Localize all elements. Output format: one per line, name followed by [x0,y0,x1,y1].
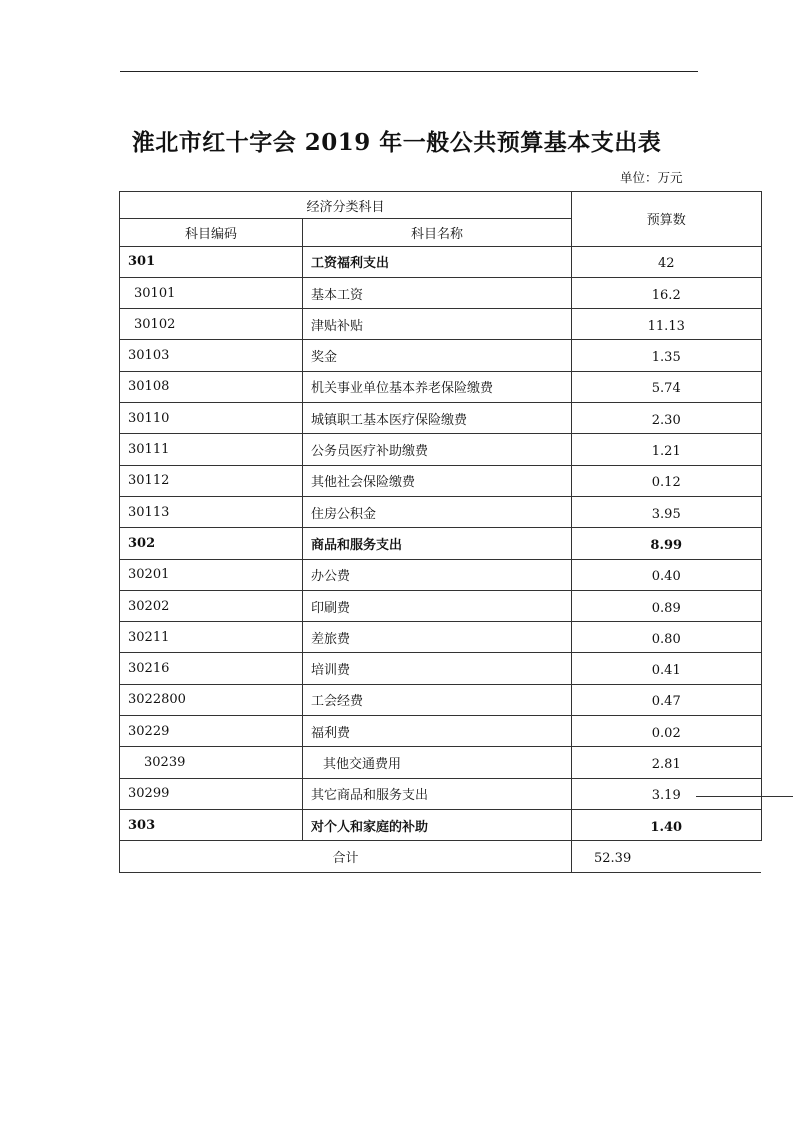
table-row [120,778,762,809]
row-name: 机关事业单位基本养老保险缴费 [303,371,572,402]
header-row [120,192,762,219]
table-row [120,653,762,684]
page-title: 淮北市红十字会 2019 年一般公共预算基本支出表 [131,129,662,156]
table-row [120,496,762,527]
row-code: 30102 [120,309,303,340]
row-amount: 42 [572,246,762,277]
row-name: 其他社会保险缴费 [303,465,572,496]
row-amount: 1.35 [572,340,762,371]
row-name: 其它商品和服务支出 [303,778,572,809]
table-row [120,747,762,778]
row-amount: 0.40 [572,559,762,590]
row-name: 基本工资 [303,277,572,308]
table-row [120,528,762,559]
table-row [120,340,762,371]
category-header: 经济分类科目 [120,192,572,219]
row-name: 其他交通费用 [303,747,572,778]
code-header: 科目编码 [120,219,303,246]
row-code: 30201 [120,559,303,590]
row-name: 奖金 [303,340,572,371]
row-code: 3022800 [120,684,303,715]
table-row [120,809,762,840]
total-label: 合计 [120,841,572,872]
row-name: 城镇职工基本医疗保险缴费 [303,403,572,434]
table-row [120,684,762,715]
row-amount: 2.30 [572,403,762,434]
table-row [120,277,762,308]
row-amount: 3.95 [572,496,762,527]
row-code: 30239 [120,747,303,778]
name-header: 科目名称 [303,219,572,246]
row-code: 30112 [120,465,303,496]
row-amount: 11.13 [572,309,762,340]
row-amount: 0.89 [572,590,762,621]
table-row [120,590,762,621]
row-name: 津贴补贴 [303,309,572,340]
row-amount: 5.74 [572,371,762,402]
table-row [120,434,762,465]
row-name: 印刷费 [303,590,572,621]
table-row [120,403,762,434]
row-amount: 0.02 [572,716,762,747]
row-amount: 2.81 [572,747,762,778]
table-row [120,559,762,590]
table-row [120,246,762,277]
row-name: 对个人和家庭的补助 [303,809,572,840]
row-amount: 3.19 [572,778,762,809]
row-amount: 1.40 [572,809,762,840]
row-amount: 0.12 [572,465,762,496]
row-code: 30202 [120,590,303,621]
unit-label: 单位：万元 [620,170,683,185]
row-amount: 8.99 [572,528,762,559]
row-name: 商品和服务支出 [303,528,572,559]
row-code: 30216 [120,653,303,684]
row-amount: 0.47 [572,684,762,715]
row-amount: 0.41 [572,653,762,684]
row-code: 30111 [120,434,303,465]
row-code: 301 [120,246,303,277]
total-row [120,841,762,872]
row-code: 30229 [120,716,303,747]
row-amount: 0.80 [572,622,762,653]
row-name: 公务员医疗补助缴费 [303,434,572,465]
row-code: 303 [120,809,303,840]
total-amount: 52.39 [572,841,762,872]
row-amount: 16.2 [572,277,762,308]
header-rule [120,71,698,72]
table-extension-line [696,796,793,797]
amount-header: 预算数 [572,192,762,247]
row-name: 住房公积金 [303,496,572,527]
row-amount: 1.21 [572,434,762,465]
row-name: 工会经费 [303,684,572,715]
row-code: 302 [120,528,303,559]
row-code: 30299 [120,778,303,809]
budget-table [119,191,762,873]
row-code: 30108 [120,371,303,402]
row-code: 30113 [120,496,303,527]
table-row [120,716,762,747]
row-code: 30211 [120,622,303,653]
table-row [120,371,762,402]
row-name: 福利费 [303,716,572,747]
row-code: 30101 [120,277,303,308]
row-name: 办公费 [303,559,572,590]
row-code: 30103 [120,340,303,371]
table-row [120,465,762,496]
table-row [120,622,762,653]
row-name: 培训费 [303,653,572,684]
row-name: 差旅费 [303,622,572,653]
table-row [120,309,762,340]
row-code: 30110 [120,403,303,434]
row-name: 工资福利支出 [303,246,572,277]
